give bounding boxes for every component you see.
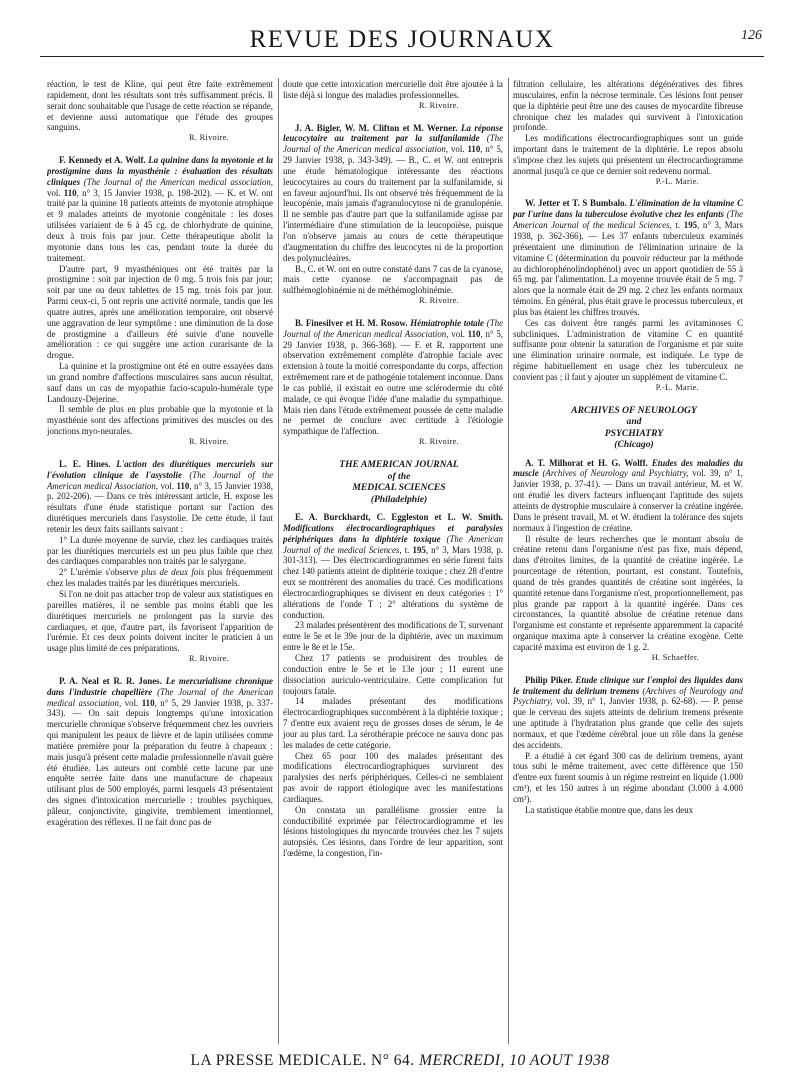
article-authors: A. T. Milhorat et H. G. Wolff. (525, 457, 648, 468)
paragraph: filtration cellulaire, les altérations dégénératives des fibres musculaires, enfin la nécrose terminale. Ces lésions font penser que la diphtérie peut être une des causes de myocardite fibreuse chronique chez les malades qui survivent à l'intoxication profonde. (513, 79, 743, 133)
article-signature: R. Rivoire. (419, 296, 459, 306)
article-ref: t. (675, 220, 681, 231)
article-ref: vol. (47, 187, 61, 198)
paragraph: Chez 17 patients se produisirent des troubles de conduction entre le 5e et le 13e jour ; 11 eurent une dissociation auriculo-ventriculaire. Cette complication fut toujours fatale. (283, 652, 503, 696)
paragraph: Il semble de plus en plus probable que la myotonie et la myasthénie sont des affections primitives des muscles ou des jonctions myo-neurales. (47, 404, 273, 437)
text-run: 2° L'urémie s'observe (59, 567, 139, 578)
journal-heading-line: ARCHIVES OF NEUROLOGY (571, 404, 697, 416)
column-2 (283, 79, 503, 1049)
article-signature: R. Rivoire. (189, 133, 229, 143)
paragraph: P. a étudié à cet égard 300 cas de delirium tremens, ayant tous subi le même traitement, avec cette différence que 150 d'entre eux furent soumis à un régime restreint en liquide (1.000 cm³), et les 150 autres à un régime abondant (3.000 à 4.000 cm³). (513, 750, 743, 804)
article-text: , n° 5, 29 Janvier 1938, p. 343-349). — B., C. et W. ont entrepris une étude hématologique intéressante des réactions leucocytaires au cours du traitement par la sulfanilamide, si en faveur aujourd'hui. Ils ont observé très fréquemment de la leucopénie, mais jamais d'agranulocytose ni de granulopénie. Il ne semble pas d'autre part que la sulfanilamide agisse par l'intermédiaire d'une stimulation de la leucopoïèse, puisque l'on n'observe jamais au cours de cette thérapeutique d'augmentation du chiffre des leucocytes ni de la proportion des polynucléaires. (283, 144, 503, 263)
article-authors: F. Kennedy et A. Wolf. (59, 155, 146, 166)
article-journal: (Archives of Neurology and Psychiatry, (542, 468, 689, 479)
article-signature: H. Schaeffer. (651, 652, 699, 662)
article-journal: (The Journal of the American medical association, (283, 133, 503, 155)
article-kennedy-wolf (47, 155, 273, 448)
paragraph: D'autre part, 9 myasthéniques ont été traités par la prostigmine : soit par injection de 0 mg. 5 trois fois par jour; soit par une ou deux tablettes de 15 mg. trois fois par jour. Parmi ceux-ci, 5 ont repris une activité normale, tandis que les quatre autres, après une amélioration temporaire, ont observé une aggravation de leur symptôme : une diminution de la dose de prostigmine a d'ailleurs été suivie d'une nouvelle amélioration : ce qui suggère une action curarisante de la drogue. (47, 263, 273, 361)
paragraph (47, 567, 273, 589)
article-neal-jones (47, 676, 273, 828)
article-volume: 110 (467, 328, 481, 339)
article-authors: L. E. Hines. (59, 458, 111, 469)
article-milhorat-wolff (513, 458, 743, 664)
article-title: La quinine dans la myotonie et la prostigmine dans la myasthénie : évaluation des résultats cliniques (47, 155, 273, 187)
article-journal: (Archives of Neurology and Psychiatry, (513, 685, 743, 707)
article-lead (283, 318, 503, 437)
article-title: Modifications électrocardiographiques et paralysies périphériques dans la diphtérie toxique (283, 522, 503, 544)
article-burckhardt (283, 512, 503, 859)
column-1 (47, 79, 273, 1049)
article-authors: B. Finesilver et H. M. Rosow. (295, 317, 408, 328)
paragraph: réaction, le test de Kline, qui peut être faite extrêmement rapidement, dont les résultats sont très suffisamment précis. Il serait donc souhaitable que l'usage de cette réaction se répande, et devienne aussi automatique que l'étude des groupes sanguins. (47, 79, 273, 133)
article-title: Etude clinique sur l'emploi des liquides dans le traitement du delirium tremens (513, 674, 743, 696)
article-text: vol. 39, n° 1, Janvier 1938, p. 37-41). — Dans un travail antérieur, M. et W. ont étudié les divers facteurs influençant l'aptitude des sujets atteints de dystrophie musculaire à conserver la créatine ingérée. Dans le présent travail, M. et W. étudient la tolérance des sujets normaux à l'ingestion de créatine. (513, 468, 743, 533)
journal-heading-line: of the (387, 470, 411, 482)
article-lead (283, 123, 503, 264)
article-lead (513, 198, 743, 317)
paragraph: 23 malades présentèrent des modifications de T, survenant entre le 5e et le 39e jour de la diphtérie, avec un maximum entre le 8e et le 15e. (283, 620, 503, 653)
paragraph: 14 malades présentant des modifications électrocardiographiques succombèrent à la diphtérie toxique ; 7 d'entre eux avaient reçu de grosses doses de sérum, le 4e jour au plus tard. La sérothérapie précoce ne sauva donc pas les malades de cette catégorie. (283, 696, 503, 750)
article-authors: J. A. Bigler, W. M. Clifton et M. Werner. (295, 122, 458, 133)
article-signature: R. Rivoire. (189, 654, 229, 664)
article-title: L'élimination de la vitamine C par l'urine dans la tuberculose évolutive chez les enfants (513, 198, 743, 220)
paragraph: Il résulte de leurs recherches que le montant absolu de créatine retenu dans l'organisme n'est pas fixe, mais dépend, dans d'étroites limites, de la quantité de créatine ingérée. Le pourcentage de rétention, pourtant, est constant. Toutefois, quand de très grandes quantités de créatine sont ingérées, la quantité retenue dans l'organisme n'est, proportionnellement, pas plus grande par rapport à la quantité ingérée. Dans ces circonstances, la quantité absolue de créatine retenue dans l'organisme est constante et représente apparemment la capacité organique maxima apte à conserver la créatine exogène. Cette capacité maxima est environ de 1 g. 2. (513, 533, 743, 652)
article-finesilver-rosow (283, 318, 503, 448)
article-text: , n° 3, Mars 1938, p. 301-313). — Des électrocardiogrammes en série furent faits chez 140 patients atteint de diphtérie toxique ; chez 28 d'entre eux se montrèrent des anomalies du tracé. Ces modifications électrocardiographiques se divisent en deux catégories : 1° altérations de l'onde T ; 2° altérations du système de conduction. (283, 544, 503, 620)
article-lead (47, 459, 273, 535)
paragraph: La quinine et la prostigmine ont été en outre essayées dans un grand nombre d'affections musculaires sans aucun résultat, sauf dans un cas de myopathie facio-scapulo-humérale type Landouzy-Dejerine. (47, 361, 273, 404)
paragraph: B., C. et W. ont en outre constaté dans 7 cas de la cyanose, mais cette cyanose ne s'accompagnait pas de sulfhémoglobinémie ni de méthémoglobinémie. (283, 263, 503, 296)
footer-journal: LA PRESSE MEDICALE. (190, 1052, 367, 1069)
article-bigler (283, 123, 503, 307)
article-piker (513, 675, 743, 816)
text-run: plus fréquemment chez les malades traités par les diurétiques mercuriels. (47, 567, 273, 589)
article-authors: E. A. Burckhardt, C. Eggleston et L. W. Smith. (295, 512, 503, 522)
journal-heading-ajms (283, 459, 503, 505)
article-jetter-bumbalo (513, 198, 743, 393)
article-text: , n° 5, 29 Janvier 1938, p. 366-368). — F. et R. rapportent une observation extrêmement complète d'atrophie faciale avec extension à toute la moitié correspondante du corps, affection extrêmement rare et de pathogénie totalement inconnue. Dans le cas publié, il existait en outre une sclérodermie du côté malade, ce qui évoque l'idée d'une maladie du sympathique. Mais rien dans l'étude extrêmement poussée de cette maladie ne permet de conclure avec certitude à l'étiologie sympathique de l'affection. (283, 328, 503, 437)
article-title: L'action des diurétiques mercuriels sur l'évolution clinique de l'asystolie (47, 458, 273, 480)
article-volume: 110 (63, 187, 77, 198)
article-journal: (The Journal of the American medical Association, (283, 317, 503, 339)
article-journal: (The Journal of the American medical association, (47, 686, 273, 708)
article-volume: 110 (467, 144, 481, 155)
article-journal: (The American Journal of the medical Sciences, (513, 209, 743, 231)
footer-issue: N° 64. (371, 1052, 415, 1069)
journal-heading-line: THE AMERICAN JOURNAL (339, 459, 459, 470)
article-volume: 110 (141, 697, 155, 708)
article-authors: P. A. Neal et R. R. Jones. (59, 675, 162, 686)
article-title: Hémiatrophie totale (410, 317, 484, 328)
paragraph: On constata un parallélisme grossier entre la conductibilité exprimée par l'électrocardiogramme et les lésions histologiques du myocarde trouvées chez les 7 sujets autopsiés. Ces lésions, dans l'ordre de leur apparition, sont l'œdème, la congestion, l'in- (283, 804, 503, 859)
paragraph: Les modifications électrocardiographiques sont un guide important dans le traitement de la diphtérie. Le repos absolu s'impose chez les sujets qui présentent un électrocardiogramme anormal jusqu'à ce que ce dernier soit redevenu normal. (513, 133, 743, 176)
article-text: , n° 3, 15 Janvier 1938, p. 198-202). — K. et W. ont traité par la quinine 18 patients atteints de myotonie atrophique et 9 malades atteints de myotonie congénitale : les doses utilisées variaient de 6 à 45 cg. de chlorhydrate de quinine, deux à trois fois par jour. Cette thérapeutique abolit la myotonie dans tous les cas, pendant toute la durée du traitement. (47, 187, 273, 263)
footer-date: MERCREDI, 10 AOUT 1938 (419, 1052, 610, 1069)
article-journal: (The Journal of the American medical association, (83, 176, 273, 187)
article-ref: vol. (451, 328, 465, 339)
column-divider-1 (278, 78, 279, 1044)
article-signature: P.-L. Marie. (655, 382, 699, 392)
article-ref: vol. (124, 697, 139, 708)
column-3 (513, 79, 743, 1049)
article-title: Etudes des maladies du muscle (513, 457, 743, 479)
article-signature: P.-L. Marie. (655, 176, 699, 186)
article-lead (513, 675, 743, 751)
article-volume: 195 (412, 544, 426, 555)
article-text: vol. 39, n° 1, Janvier 1938, p. 62-68). — P. pense que le cerveau des sujets atteints de delirium tremens présente une aptitude à l'hydratation plus grande que celle des sujets normaux, et que l'œdème cérébral joue un rôle dans la genèse des accidents. (513, 696, 743, 750)
column-divider-2 (508, 78, 509, 1044)
article-ref: vol. (450, 144, 465, 155)
article-ref: t. (404, 544, 410, 555)
paragraph: doute que cette intoxication mercurielle doit être ajoutée à la liste déjà si longue des maladies professionnelles. (283, 79, 503, 100)
article-lead (513, 458, 743, 534)
article-text: , n° 3, Mars 1938, p. 362-366). — Les 37 enfants tuberculeux examinés présentaient une diminution de l'élimination urinaire de la vitamine C (détermination du pouvoir réducteur par la méthode au dichlorophénolindophénol) avec un apport quotidien de 55 à 65 mg. par l'alimentation. La moyenne trouvée était de 5 mg. 7 alors que la normale était de 29 mg. 2 chez les enfants normaux témoins. En général, plus était grave le processus tuberculeux, et plus bas étaient les chiffres trouvés. (513, 220, 743, 317)
article-volume: 110 (176, 480, 190, 491)
article-title: La réponse leucocytaire au traitement par la sulfanilamide (283, 122, 503, 144)
journal-heading-city: (Philadelphie) (370, 493, 428, 505)
paragraph: Chez 65 pour 100 des malades présentant des modifications électrocardiographiques survinrent des paralysies des nerfs périphériques. Celles-ci ne semblaient pas avoir de rapport étiologique avec les manifestations cardiaques. (283, 750, 503, 804)
article-hines (47, 459, 273, 665)
page-number: 126 (741, 28, 762, 43)
article-text: , n° 5, 29 Janvier 1938, p. 337-343). — On sait depuis longtemps qu'une intoxication mercurielle chronique s'observe fréquemment chez les ouvriers qui manipulent les peaux de lièvre et de lapin utilisées comme matière première pour la préparation du feutre à chapeaux : mais jusqu'à présent cette maladie professionnelle n'avait guère été étudiée. Les auteurs ont comblé cette lacune par une enquête serrée faite dans une manufacture de chapeaux utilisant plus de 500 employés, parmi lesquels 43 présentaient des signes d'intoxication mercurielle : troubles psychiques, pâleur, conjonctivite, gingivite, tremblement intentionnel, exagération des réflexes. Il ne fait donc pas de (47, 697, 273, 827)
article-volume: 195 (683, 220, 698, 231)
article-signature: R. Rivoire. (419, 437, 459, 447)
journal-heading-line: MEDICAL SCIENCES (352, 482, 446, 493)
journal-heading-city: (Chicago) (614, 439, 654, 451)
journal-heading-line: and (626, 416, 642, 428)
article-lead (47, 676, 273, 828)
article-signature: R. Rivoire. (419, 100, 459, 110)
page-footer (0, 1052, 800, 1070)
emphasis: plus de deux fois (141, 567, 205, 578)
article-journal: (The Journal of the American medical Association, (47, 469, 273, 491)
article-lead (47, 155, 273, 263)
article-lead (283, 512, 503, 620)
article-authors: Philip Piker. (525, 674, 573, 685)
journal-heading-line: PSYCHIATRY (604, 427, 664, 439)
paragraph: Ces cas doivent être rangés parmi les avitaminoses C subcliniques. L'administration de vitamine C en quantité suffisante pour obtenir la saturation de l'organisme et par suite une élimination urinaire normale, est indiquée. Le type de régime habituellement en usage chez les tuberculeux ne convient pas ; il faut y ajouter un supplément de vitamine C. (513, 317, 743, 382)
paragraph: Si l'on ne doit pas attacher trop de valeur aux statistiques en pareilles matières, il ne semble pas moins établi que les diurétiques mercuriels ne prolongent pas la survie des cardiaques, et que, d'autre part, ils favorisent l'apparition de l'urémie. Et ces deux points doivent inciter le praticien à un usage plus limité de ces préparations. (47, 588, 273, 654)
paragraph: La statistique établie montre que, dans les deux (525, 804, 694, 815)
article-journal: (The American Journal of the medical Sciences, (283, 533, 503, 555)
article-text: , n° 3, 15 Janvier 1938, p. 202-206). — Dans ce très intéressant article, H. expose les résultats d'une étude statistique portant sur l'action des diurétiques mercuriels dans l'asystolie. De cette étude, il faut retenir les deux faits saillants suivant : (47, 480, 273, 534)
page-header (40, 22, 764, 57)
running-title: REVUE DES JOURNAUX (249, 26, 555, 53)
journal-heading-archives (513, 405, 743, 451)
article-authors: W. Jetter et T. S Bumbalo. (525, 198, 627, 209)
article-signature: R. Rivoire. (189, 437, 229, 446)
paragraph: 1° La durée moyenne de survie, chez les cardiaques traités par les diurétiques mercuriels est un peu plus faible que chez des cardiaques comparables non traités par le salyrgane. (47, 534, 273, 567)
article-ref: vol. (160, 480, 175, 491)
article-title: Le mercurialisme chronique dans l'industrie chapellière (47, 675, 273, 697)
